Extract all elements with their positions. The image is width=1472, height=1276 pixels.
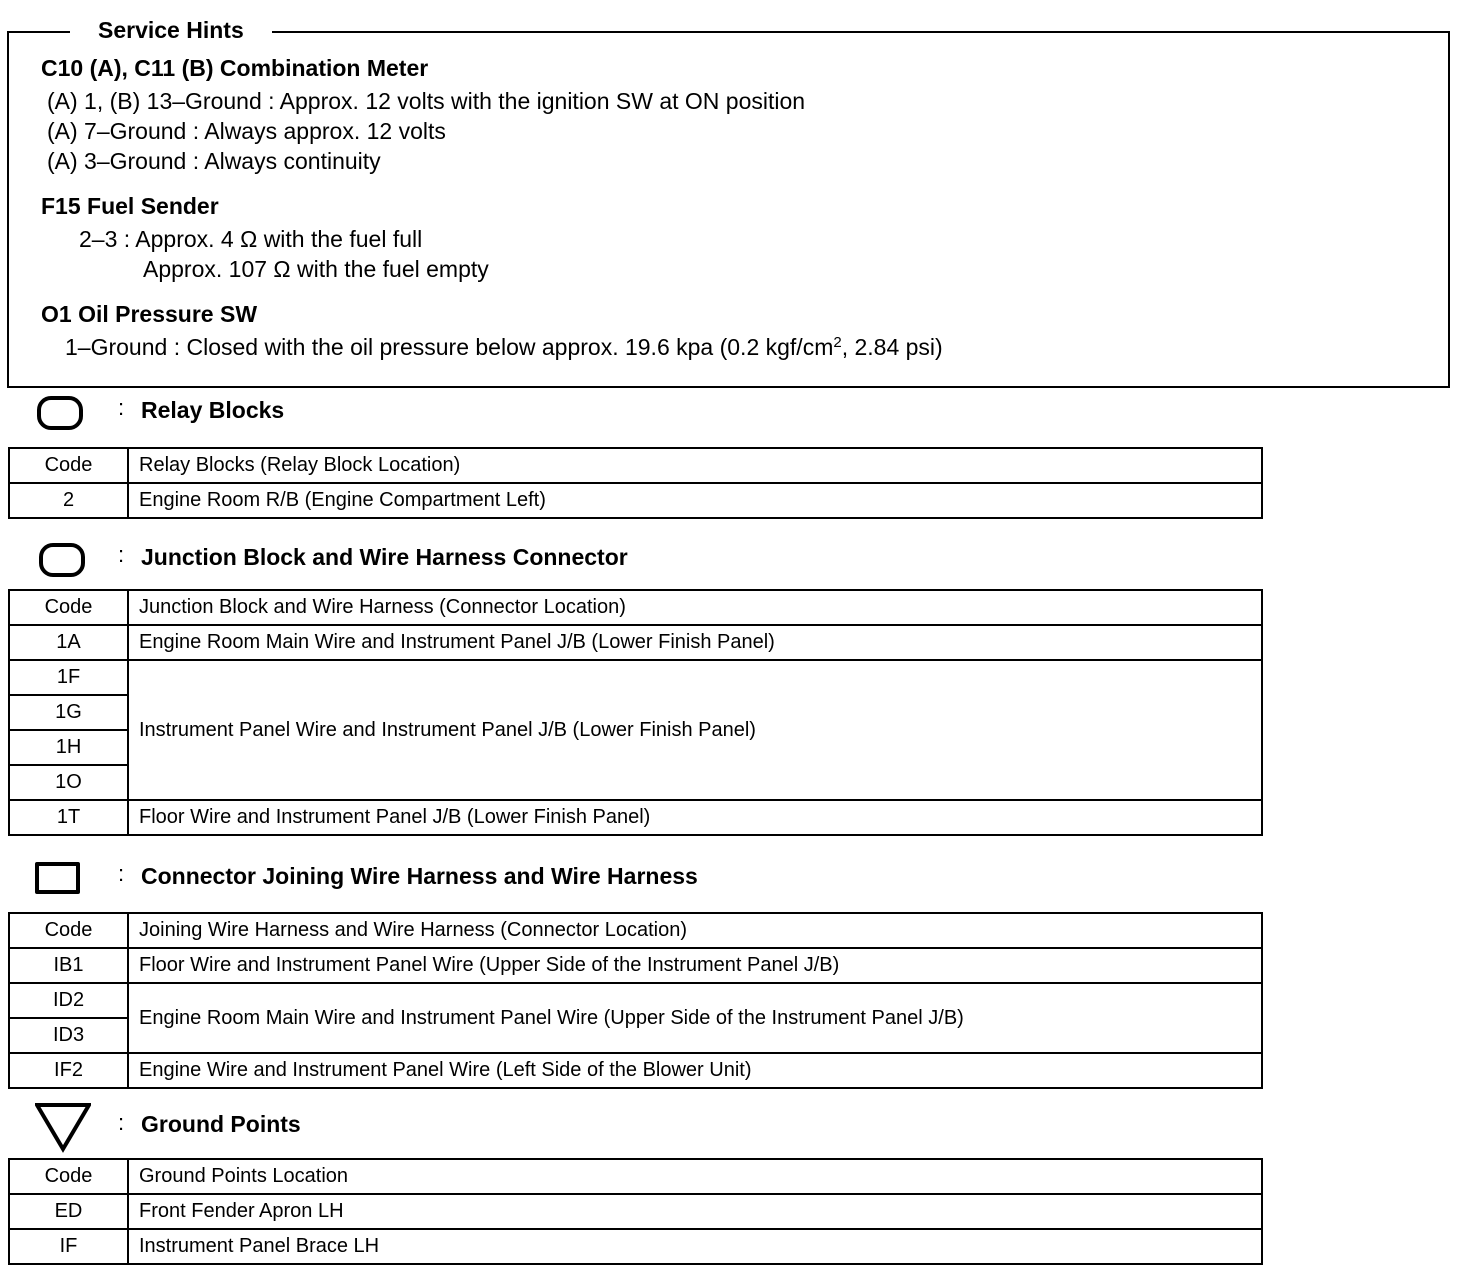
desc-cell: Instrument Panel Wire and Instrument Panel J/B (Lower Finish Panel)	[128, 660, 1262, 800]
section-title-relay-blocks: Relay Blocks	[141, 397, 285, 423]
service-hints-title: Service Hints	[70, 16, 272, 44]
section-title-joining-connector: Connector Joining Wire Harness and Wire Harness	[141, 863, 698, 889]
superscript: 2	[833, 334, 842, 351]
table-row	[9, 660, 1262, 695]
ground-points-table	[8, 1158, 1263, 1265]
desc-header: Junction Block and Wire Harness (Connector Location)	[128, 590, 1262, 625]
section-title-ground-points: Ground Points	[141, 1111, 301, 1137]
desc-header: Ground Points Location	[128, 1159, 1262, 1194]
colon: :	[118, 1110, 125, 1135]
code-header: Code	[9, 1159, 128, 1194]
table-row	[9, 800, 1262, 835]
code-cell: 1H	[9, 730, 128, 765]
table-header-row	[9, 448, 1262, 483]
colon: :	[118, 861, 125, 886]
desc-cell: Instrument Panel Brace LH	[128, 1229, 1262, 1264]
hint-heading-fuel-sender: F15 Fuel Sender	[41, 193, 219, 219]
code-header: Code	[9, 448, 128, 483]
relay-blocks-table	[8, 447, 1263, 519]
rectangle-icon	[35, 862, 80, 894]
table-row	[9, 1053, 1262, 1088]
desc-header: Joining Wire Harness and Wire Harness (Connector Location)	[128, 913, 1262, 948]
hint-heading-oil-pressure-sw: O1 Oil Pressure SW	[41, 301, 258, 327]
hint-text: , 2.84 psi)	[841, 334, 943, 360]
code-cell: ID2	[9, 983, 128, 1018]
hint-line: (A) 3–Ground : Always continuity	[47, 148, 381, 174]
down-triangle-icon	[35, 1103, 91, 1153]
desc-cell: Floor Wire and Instrument Panel Wire (Upper Side of the Instrument Panel J/B)	[128, 948, 1262, 983]
desc-cell: Engine Room Main Wire and Instrument Panel J/B (Lower Finish Panel)	[128, 625, 1262, 660]
code-cell: 1O	[9, 765, 128, 800]
desc-cell: Engine Wire and Instrument Panel Wire (Left Side of the Blower Unit)	[128, 1053, 1262, 1088]
hint-line: 2–3 : Approx. 4 Ω with the fuel full	[79, 226, 423, 252]
table-row	[9, 483, 1262, 518]
code-cell: 1T	[9, 800, 128, 835]
code-cell: IF2	[9, 1053, 128, 1088]
desc-cell: Engine Room R/B (Engine Compartment Left)	[128, 483, 1262, 518]
hint-line: Approx. 107 Ω with the fuel empty	[143, 256, 489, 282]
hint-line: (A) 7–Ground : Always approx. 12 volts	[47, 118, 446, 144]
colon: :	[118, 542, 125, 567]
code-cell: 1G	[9, 695, 128, 730]
table-header-row	[9, 1159, 1262, 1194]
hint-line-oil-pressure	[65, 333, 943, 361]
code-cell: IB1	[9, 948, 128, 983]
colon: :	[118, 395, 125, 420]
code-cell: 1F	[9, 660, 128, 695]
hint-line: (A) 1, (B) 13–Ground : Approx. 12 volts with the ignition SW at ON position	[47, 88, 806, 114]
code-cell: 2	[9, 483, 128, 518]
rounded-rectangle-icon	[37, 396, 83, 430]
table-row	[9, 625, 1262, 660]
code-cell: IF	[9, 1229, 128, 1264]
desc-cell: Engine Room Main Wire and Instrument Panel Wire (Upper Side of the Instrument Panel J/B)	[128, 983, 1262, 1053]
junction-block-table	[8, 589, 1263, 836]
joining-connector-table	[8, 912, 1263, 1089]
code-header: Code	[9, 913, 128, 948]
code-cell: ED	[9, 1194, 128, 1229]
table-row	[9, 1194, 1262, 1229]
desc-header: Relay Blocks (Relay Block Location)	[128, 448, 1262, 483]
code-cell: 1A	[9, 625, 128, 660]
hint-heading-combination-meter: C10 (A), C11 (B) Combination Meter	[41, 55, 429, 81]
rounded-rectangle-icon	[39, 543, 85, 577]
code-cell: ID3	[9, 1018, 128, 1053]
table-row	[9, 983, 1262, 1018]
hint-text: 1–Ground : Closed with the oil pressure below approx. 19.6 kpa (0.2 kgf/cm	[65, 334, 834, 360]
code-header: Code	[9, 590, 128, 625]
desc-cell: Front Fender Apron LH	[128, 1194, 1262, 1229]
table-row	[9, 948, 1262, 983]
desc-cell: Floor Wire and Instrument Panel J/B (Lower Finish Panel)	[128, 800, 1262, 835]
table-header-row	[9, 590, 1262, 625]
table-header-row	[9, 913, 1262, 948]
table-row	[9, 1229, 1262, 1264]
section-title-junction-block: Junction Block and Wire Harness Connector	[141, 544, 628, 570]
